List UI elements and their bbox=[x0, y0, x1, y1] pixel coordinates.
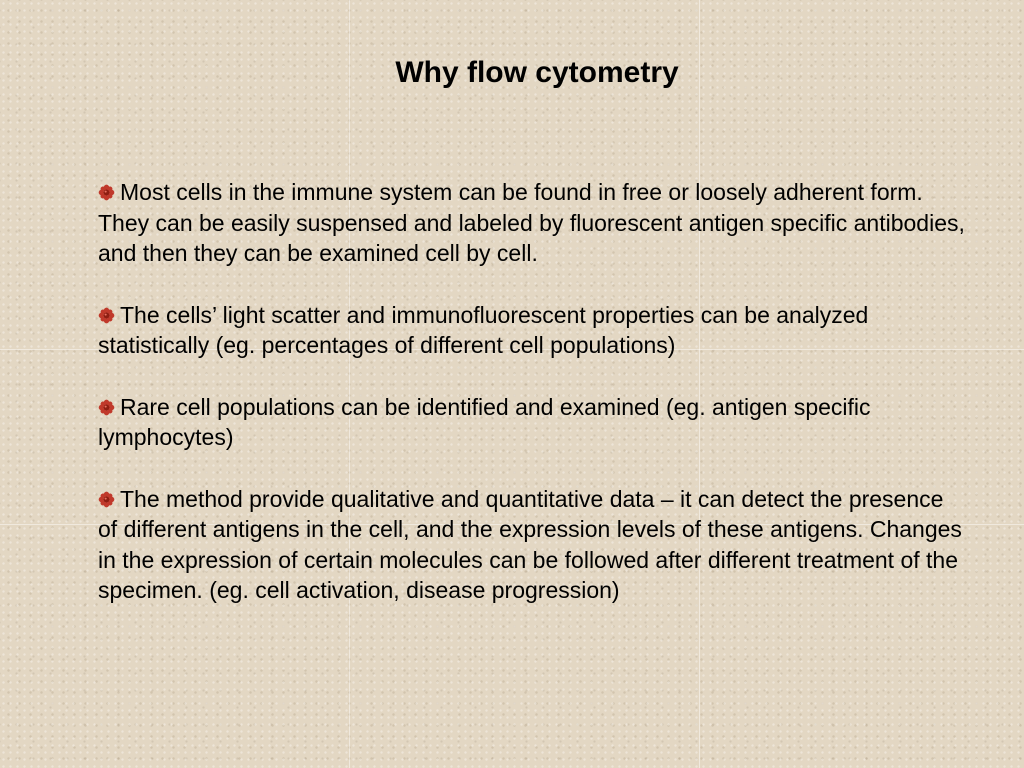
slide-title: Why flow cytometry bbox=[395, 56, 679, 89]
bullet-text: Most cells in the immune system can be found in free or loosely adherent form. They can be easily suspensed and labeled by fluorescent antigen specific antibodies, and then they can be examined cell by cell. bbox=[98, 179, 965, 266]
bullet-list bbox=[98, 177, 968, 637]
bullet-item bbox=[98, 392, 968, 453]
bullet-text: The cells’ light scatter and immunofluorescent properties can be analyzed statistically (eg. percentages of different cell populations) bbox=[98, 301, 869, 358]
bullet-item bbox=[98, 484, 968, 606]
bullet-text: The method provide qualitative and quantitative data – it can detect the presence of different antigens in the cell, and the expression levels of these antigens. Changes in the expression of certain molecules can be followed after different treatment of the specimen. (eg. cell activation, disease progression) bbox=[98, 485, 962, 603]
red-flower-bullet-icon bbox=[98, 307, 115, 324]
bullet-item bbox=[98, 300, 968, 361]
red-flower-bullet-icon bbox=[98, 491, 115, 508]
red-flower-bullet-icon bbox=[98, 184, 115, 201]
red-flower-bullet-icon bbox=[98, 399, 115, 416]
bullet-text: Rare cell populations can be identified and examined (eg. antigen specific lymphocytes) bbox=[98, 393, 871, 450]
bullet-item bbox=[98, 177, 968, 269]
